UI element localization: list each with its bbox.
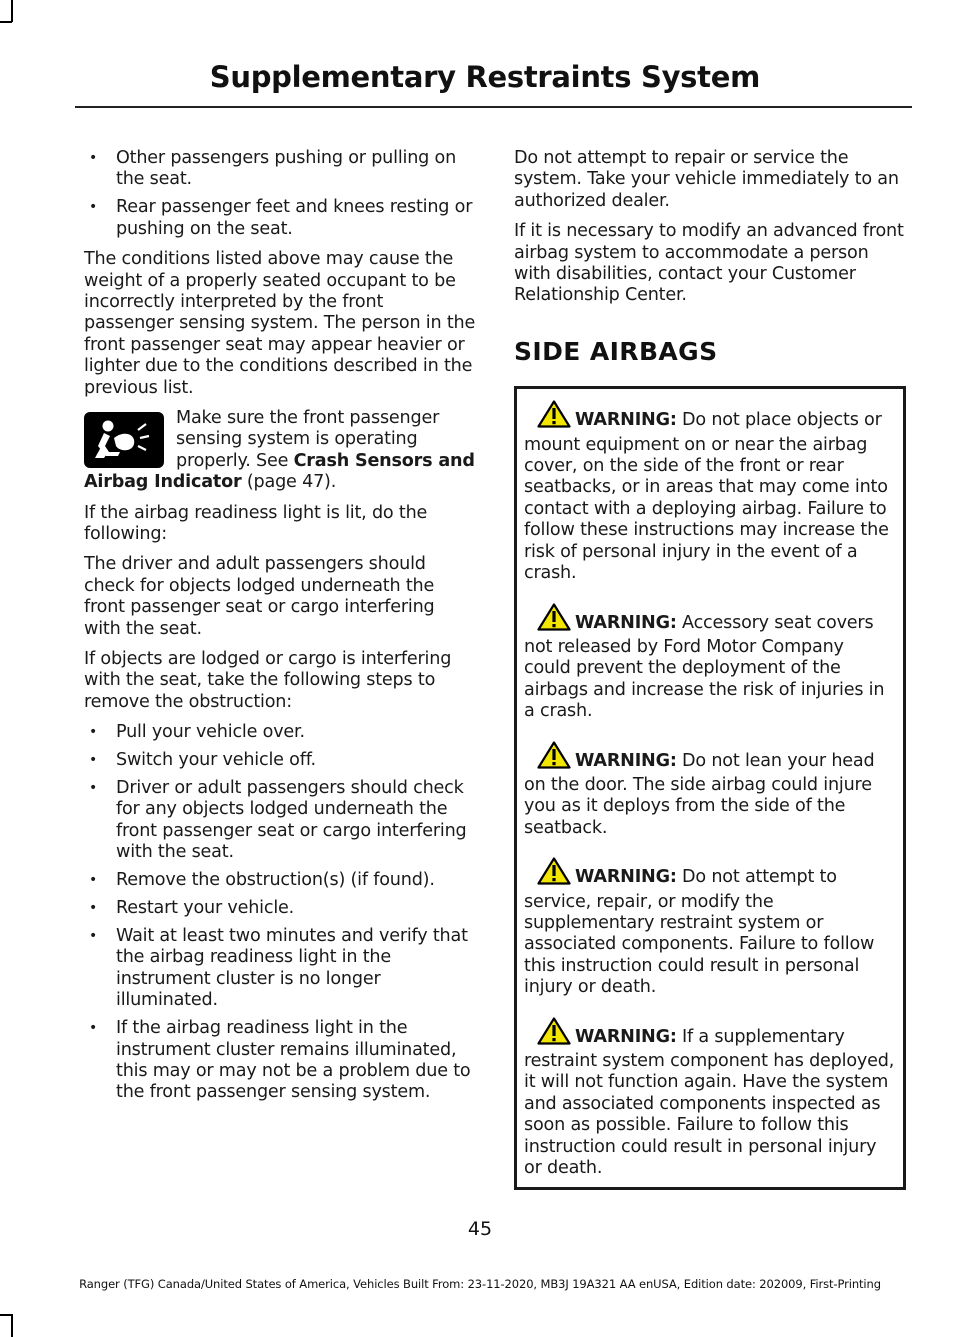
crop-mark-top-left-h xyxy=(0,21,12,23)
warning-item xyxy=(524,741,895,840)
warning-label: WARNING: xyxy=(575,612,677,633)
page-number: 45 xyxy=(467,1218,493,1240)
paragraph-modify: If it is necessary to modify an advanced front airbag system to accommodate a person with disabilities, contact your Customer Relationship Center. xyxy=(514,221,904,306)
warning-item xyxy=(524,857,895,998)
warning-triangle-icon xyxy=(537,741,571,775)
paragraph-if-lit: If the airbag readiness light is lit, do the following: xyxy=(84,502,428,544)
list-item: • Other passengers pushing or pulling on the seat. xyxy=(84,148,476,191)
warning-label: WARNING: xyxy=(575,1026,677,1047)
paragraph-conditions: The conditions listed above may cause the weight of a properly seated occupant to be incorrectly interpreted by the front passenger sensing system. The person in the front passenger seat may appear heavier or lighter due to the conditions described in the previous list. xyxy=(84,249,476,398)
page-footer: Ranger (TFG) Canada/United States of America, Vehicles Built From: 23-11-2020, MB3J 19A321 AA enUSA, Edition date: 202009, First-Printing xyxy=(79,1277,881,1291)
crop-mark-bottom-left xyxy=(11,1314,13,1337)
list-item: • If the airbag readiness light in the instrument cluster remains illuminated, this may or may not be a problem due to the front passenger sensing system. xyxy=(84,1018,476,1104)
warning-box xyxy=(514,386,906,1190)
page-header-title: Supplementary Restraints System xyxy=(209,60,760,94)
crop-mark-top-left xyxy=(11,0,13,22)
paragraph-check: The driver and adult passengers should check for objects lodged underneath the front passenger seat or cargo interfering with the seat. xyxy=(84,554,435,639)
bullet-list-a xyxy=(84,148,476,240)
section-title: SIDE AIRBAGS xyxy=(514,336,718,366)
list-item: • Driver or adult passengers should check for any objects lodged underneath the front passenger seat or cargo interfering with the seat. xyxy=(84,778,476,864)
list-item: • Pull your vehicle over. xyxy=(84,722,476,743)
note-text: Make sure the front passenger sensing system is operating properly. See xyxy=(176,407,440,471)
warning-label: WARNING: xyxy=(575,750,677,771)
list-item: • Switch your vehicle off. xyxy=(84,750,476,771)
crash-sensors-link[interactable]: Crash Sensors and Airbag Indicator xyxy=(84,450,475,493)
list-item: • Restart your vehicle. xyxy=(84,898,476,919)
warning-text: Do not lean your head on the door. The side airbag could injure you as it deploys from the side of the seatback. xyxy=(524,750,875,838)
header-divider xyxy=(75,106,912,108)
warning-label: WARNING: xyxy=(575,410,677,431)
warning-triangle-icon xyxy=(537,603,571,637)
warning-item xyxy=(524,1017,895,1180)
warning-triangle-icon xyxy=(537,400,571,434)
paragraph-repair: Do not attempt to repair or service the system. Take your vehicle immediately to an authorized dealer. xyxy=(514,148,899,211)
warning-triangle-icon xyxy=(537,857,571,891)
left-column xyxy=(84,148,476,1113)
paragraph-if-objects: If objects are lodged or cargo is interfering with the seat, take the following steps to remove the obstruction: xyxy=(84,649,452,712)
right-column xyxy=(514,148,906,1190)
warning-text: If a supplementary restraint system component has deployed, it will not function again. Have the system and associated components inspected as soon as possible. Failure to follow this instruction could result in personal injury or death. xyxy=(524,1026,895,1179)
warning-triangle-icon xyxy=(537,1017,571,1051)
warning-label: WARNING: xyxy=(575,867,677,888)
warning-item xyxy=(524,603,895,723)
list-item: • Rear passenger feet and knees resting or pushing on the seat. xyxy=(84,197,476,240)
warning-text: Do not attempt to service, repair, or modify the supplementary restraint system or associated components. Failure to follow this instruction could result in personal injury or death. xyxy=(524,867,875,998)
airbag-passenger-icon xyxy=(84,412,164,468)
crop-mark-bottom-left-h xyxy=(0,1314,12,1316)
bullet-list-b xyxy=(84,722,476,1104)
warning-text: Do not place objects or mount equipment on or near the airbag cover, on the side of the front or rear seatbacks, or in areas that may come into contact with a deploying airbag. Failure to follow these instructions may increase the risk of personal injury in the event of a crash. xyxy=(524,410,889,584)
warning-item xyxy=(524,400,895,584)
airbag-indicator-note xyxy=(84,408,476,494)
warning-text: Accessory seat covers not released by Ford Motor Company could prevent the deployment of the airbags and increase the risk of injuries in a crash. xyxy=(524,612,885,722)
list-item: • Wait at least two minutes and verify that the airbag readiness light in the instrument cluster is no longer illuminated. xyxy=(84,926,476,1012)
page-reference: (page 47). xyxy=(241,472,337,493)
list-item: • Remove the obstruction(s) (if found). xyxy=(84,870,476,891)
